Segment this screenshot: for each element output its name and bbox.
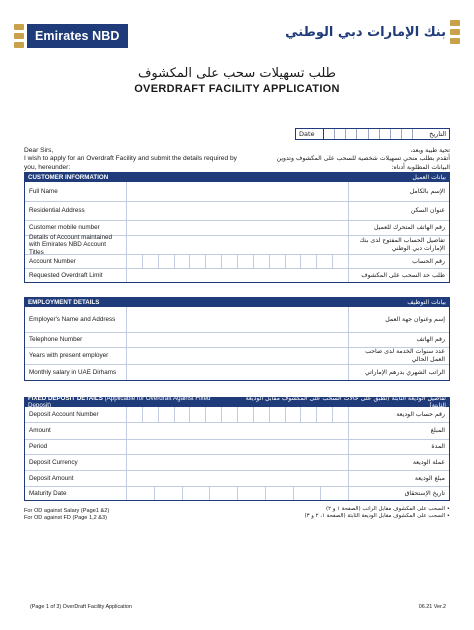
digit-box[interactable] [183,487,211,500]
digit-box[interactable] [294,487,322,500]
section-header [24,297,450,307]
section-rows [24,407,450,501]
digit-box[interactable] [222,255,238,268]
date-digit-box[interactable] [369,129,380,139]
form-title-ar: طلب تسهيلات سحب على المكشوف [137,66,337,81]
digit-box[interactable] [159,407,175,422]
employment-details-section [24,297,450,381]
section-title-en [28,174,108,181]
footnote-line-en: For OD against FD (Page 1,2 &3) [24,515,108,521]
field-label-ar: المبلغ [430,427,445,435]
footnote-line-en: For OD against Salary (Page1 &2) [24,508,110,514]
digit-box[interactable] [127,407,143,422]
digit-box[interactable] [238,407,254,422]
logo-mark-icon [14,24,24,48]
intro-line-en: Dear Sirs, [24,147,54,154]
field-label-ar: رقم الحساب [412,257,445,265]
field-input[interactable] [127,221,349,235]
footnotes-ar [290,506,450,520]
field-label-ar: تفاصيل الحساب المفتوح لدى بنك الإمارات دبي الوطني [359,237,445,252]
footnote-line-ar: • السحب على المكشوف مقابل الراتب (الصفحة ١ و ٢) [325,506,450,512]
field-label-ar: رقم الهاتف المتحرك للعميل [373,224,445,232]
digit-box[interactable] [175,255,191,268]
form-row [25,254,449,268]
field-label-ar: الإسم بالكامل [409,187,445,195]
logo-mark-icon [450,20,460,44]
date-digit-box[interactable] [402,129,413,139]
section-rows [24,307,450,381]
field-input[interactable] [127,471,349,486]
field-input[interactable] [127,455,349,470]
digit-box[interactable] [238,487,266,500]
section-subtitle-en: (Applicable for Overdraft Against Fixed Deposit) [28,395,211,409]
section-title-ar: تفاصيل الوديعة الثابتة (تطبق على حالات السحب على المكشوف مقابل الوديعة الثابتة) [245,395,446,409]
digit-box[interactable] [286,255,302,268]
field-input[interactable] [127,202,349,220]
digit-box[interactable] [333,255,348,268]
digit-box[interactable] [143,255,159,268]
field-input[interactable] [127,182,349,201]
field-label-ar: مبلغ الوديعة [414,474,445,482]
field-label-en: Monthly salary in UAE Dirhams [25,365,127,380]
field-input[interactable] [127,487,349,500]
section-title-text: CUSTOMER INFORMATION [28,173,109,181]
page-footer-label: (Page 1 of 3) OverDraft Facility Application [30,604,132,610]
field-label-en: Customer mobile number [25,221,127,235]
section-title-text: EMPLOYMENT DETAILS [28,298,100,306]
digit-box[interactable] [317,407,333,422]
date-input-boxes[interactable] [324,129,413,139]
section-title-ar: بيانات العميل [412,173,446,181]
date-label-ar: التاريخ [429,130,446,138]
date-label-en: Date [296,129,324,139]
form-row [25,182,449,201]
field-label-ar: عدد سنوات الخدمة لدى صاحب العمل الحالي [365,348,445,363]
field-input[interactable] [127,365,349,380]
field-label-ar: طلب حد السحب على المكشوف [361,271,445,279]
intro-line-ar: أتقدم بطلب منحي تسهيلات شخصية للسحب على المكشوف وتدوين [276,155,450,163]
field-label-en: Years with present employer [25,348,127,364]
field-label-ar: الراتب الشهري بدرهم الإماراتي [364,368,445,376]
digit-box[interactable] [222,407,238,422]
digit-box[interactable] [127,255,143,268]
intro-line-en: you, hereunder: [24,163,71,171]
field-label-ar: عنوان السكن [410,207,445,215]
section-header [24,172,450,182]
logo-text-ar: بنك الإمارات دبي الوطني [285,24,446,40]
digit-box[interactable] [286,407,302,422]
field-label-en: Account Number [25,255,127,268]
field-label-ar: رقم حساب الوديعة [396,410,445,418]
field-input[interactable] [127,269,349,282]
digit-box[interactable] [301,407,317,422]
digit-box[interactable] [143,407,159,422]
field-label-en: Employer's Name and Address [25,307,127,332]
field-label-en: Full Name [25,182,127,201]
form-version: 06.21 Ver.2 [418,604,446,610]
field-input[interactable] [127,423,349,439]
fixed-deposit-details-section [24,397,450,501]
field-label-en: Details of Account maintained with Emirates NBD Account Titles [25,236,127,254]
intro-line-ar: تحية طيبة وبعد، [410,147,450,154]
digit-box[interactable] [266,487,294,500]
digit-box[interactable] [206,255,222,268]
form-row [25,454,449,470]
field-label-en: Residential Address [25,202,127,220]
form-row [25,235,449,254]
page-header [0,0,474,56]
logo-text-en: Emirates NBD [27,24,128,48]
field-label-ar: المدة [431,443,445,451]
form-row [25,422,449,439]
field-label-en: Requested Overdraft Limit [25,269,127,282]
digit-box[interactable] [190,407,206,422]
date-digit-box[interactable] [324,129,335,139]
field-input[interactable] [127,333,349,347]
intro-line-ar: البيانات المطلوبة أدناه: [391,163,450,171]
field-input[interactable] [127,255,349,268]
date-digit-box[interactable] [380,129,391,139]
form-row [25,268,449,282]
field-input[interactable] [127,236,349,254]
form-row [25,486,449,500]
field-label-en: Amount [25,423,127,439]
date-digit-box[interactable] [335,129,346,139]
digit-box[interactable] [270,407,286,422]
section-title-ar: بيانات التوظيف [407,298,446,306]
date-field [295,128,450,140]
intro-line-en: I wish to apply for an Overdraft Facility and submit the details required by [24,155,237,163]
section-title-text: FIXED DEPOSIT DETAILS [28,395,103,402]
field-label-ar: عملة الوديعة [412,458,445,466]
field-label-en: Telephone Number [25,333,127,347]
field-label-ar: رقم الهاتف [416,336,445,344]
field-input[interactable] [127,348,349,364]
digit-box[interactable] [159,255,175,268]
field-label-ar: إسم وعنوان جهة العمل [385,315,445,323]
field-label-en: Deposit Currency [25,455,127,470]
footnote-line-ar: • السحب على المكشوف مقابل الوديعة الثابتة (الصفحة ١، ٢ و ٣) [304,513,450,519]
digit-box[interactable] [321,487,348,500]
section-header [24,397,450,407]
form-row [25,307,449,332]
intro-text-ar [260,147,450,172]
digit-box[interactable] [238,255,254,268]
form-row [25,201,449,220]
intro-text-en [24,147,254,172]
form-title-en: OVERDRAFT FACILITY APPLICATION [134,83,340,95]
digit-box[interactable] [210,487,238,500]
date-digit-box[interactable] [346,129,357,139]
digit-box[interactable] [127,487,155,500]
digit-box[interactable] [206,407,222,422]
digit-box[interactable] [155,487,183,500]
section-rows [24,182,450,283]
field-input[interactable] [127,440,349,454]
form-row [25,470,449,486]
date-digit-box[interactable] [391,129,402,139]
field-label-en: Deposit Account Number [25,407,127,422]
field-label-en: Period [25,440,127,454]
digit-box[interactable] [175,407,191,422]
emirates-nbd-logo-en [14,22,134,50]
section-title-en [28,299,99,306]
digit-box[interactable] [317,255,333,268]
form-row [25,439,449,454]
field-label-en: Maturity Date [25,487,127,500]
digit-box[interactable] [190,255,206,268]
footnotes-en [24,508,109,522]
digit-box[interactable] [301,255,317,268]
digit-box[interactable] [254,255,270,268]
field-label-en: Deposit Amount [25,471,127,486]
customer-information-section [24,172,450,283]
emirates-nbd-logo-ar [285,18,460,46]
form-row [25,407,449,422]
digit-box[interactable] [333,407,348,422]
field-label-ar: تاريخ الإستحقاق [404,489,445,497]
digit-box[interactable] [254,407,270,422]
digit-box[interactable] [270,255,286,268]
date-digit-box[interactable] [357,129,368,139]
form-row [25,347,449,364]
field-input[interactable] [127,307,349,332]
form-row [25,332,449,347]
field-input[interactable] [127,407,349,422]
form-row [25,364,449,380]
